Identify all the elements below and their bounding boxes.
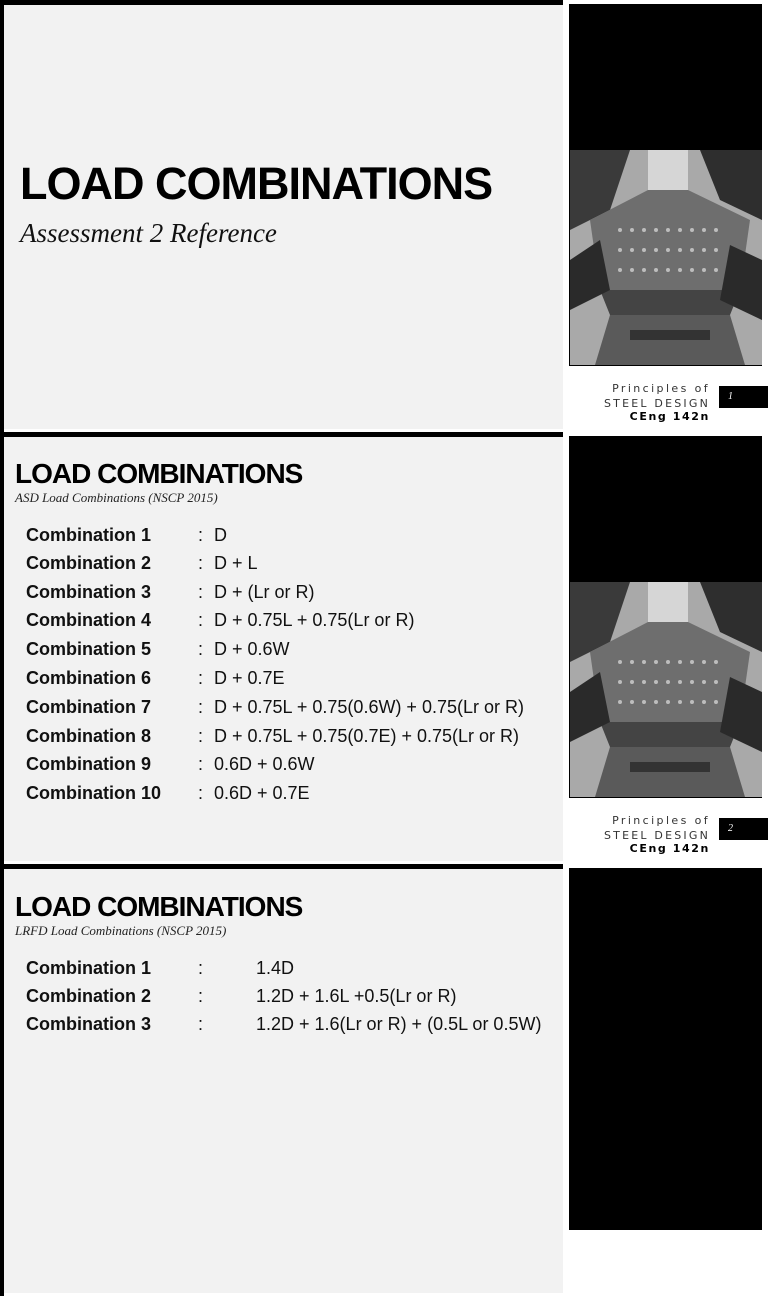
steel-structure-photo	[570, 582, 762, 797]
footer-line-1: Principles of	[612, 814, 710, 827]
combination-label: Combination 3	[26, 1014, 151, 1034]
combination-expression: D + 0.75L + 0.75(Lr or R)	[214, 610, 415, 630]
slide-subtitle: Assessment 2 Reference	[20, 218, 277, 248]
combination-expression: D	[214, 525, 227, 545]
page-number: 1	[719, 386, 768, 408]
separator: :	[198, 986, 204, 1006]
separator: :	[198, 525, 204, 545]
slide-title: LOAD COMBINATIONS	[15, 458, 303, 489]
footer-course-code: CEng 142n	[629, 842, 710, 855]
steel-structure-photo	[570, 150, 762, 365]
separator: :	[198, 697, 204, 717]
footer-line-2: STEEL DESIGN	[603, 397, 710, 410]
combination-label: Combination 9	[26, 754, 151, 774]
combination-expression: D + (Lr or R)	[214, 582, 315, 602]
slide-title: LOAD COMBINATIONS	[15, 891, 303, 922]
combination-expression: 1.2D + 1.6(Lr or R) + (0.5L or 0.5W)	[256, 1014, 542, 1034]
combination-label: Combination 3	[26, 582, 151, 602]
combination-label: Combination 8	[26, 726, 151, 746]
footer-line-1: Principles of	[612, 382, 710, 395]
combination-expression: 1.2D + 1.6L +0.5(Lr or R)	[256, 986, 457, 1006]
combination-expression: D + 0.75L + 0.75(0.7E) + 0.75(Lr or R)	[214, 726, 519, 746]
combination-label: Combination 6	[26, 668, 151, 688]
combination-expression: 1.4D	[256, 958, 295, 978]
combination-expression: D + 0.75L + 0.75(0.6W) + 0.75(Lr or R)	[214, 697, 524, 717]
combination-expression: D + 0.7E	[214, 668, 285, 688]
separator: :	[198, 668, 204, 688]
combination-label: Combination 5	[26, 639, 151, 659]
separator: :	[198, 553, 204, 573]
slide-subtitle: ASD Load Combinations (NSCP 2015)	[15, 490, 218, 505]
combination-label: Combination 2	[26, 986, 151, 1006]
steel-structure-illustration	[570, 582, 762, 797]
page-number: 2	[719, 818, 768, 840]
footer-line-2: STEEL DESIGN	[603, 829, 710, 842]
separator: :	[198, 610, 204, 630]
slide-1	[0, 0, 768, 432]
combination-label: Combination 1	[26, 958, 151, 978]
footer-course-code: CEng 142n	[629, 410, 710, 423]
combination-expression: 0.6D + 0.6W	[214, 754, 315, 774]
separator: :	[198, 1014, 204, 1034]
slide-title: LOAD COMBINATIONS	[20, 158, 493, 209]
combination-label: Combination 10	[26, 783, 162, 803]
slide-subtitle: LRFD Load Combinations (NSCP 2015)	[15, 923, 227, 938]
combination-label: Combination 1	[26, 525, 151, 545]
separator: :	[198, 958, 204, 978]
combination-label: Combination 7	[26, 697, 151, 717]
steel-structure-illustration	[570, 150, 762, 365]
separator: :	[198, 582, 204, 602]
slide-footer	[565, 382, 768, 432]
separator: :	[198, 726, 204, 746]
separator: :	[198, 754, 204, 774]
separator: :	[198, 783, 204, 803]
slide-panel	[4, 5, 563, 429]
separator: :	[198, 639, 204, 659]
combination-label: Combination 2	[26, 553, 151, 573]
combination-expression: 0.6D + 0.7E	[214, 783, 310, 803]
photo-frame	[569, 868, 762, 1230]
combination-expression: D + 0.6W	[214, 639, 290, 659]
combination-label: Combination 4	[26, 610, 151, 630]
combination-expression: D + L	[214, 553, 258, 573]
slide-footer	[565, 814, 768, 864]
